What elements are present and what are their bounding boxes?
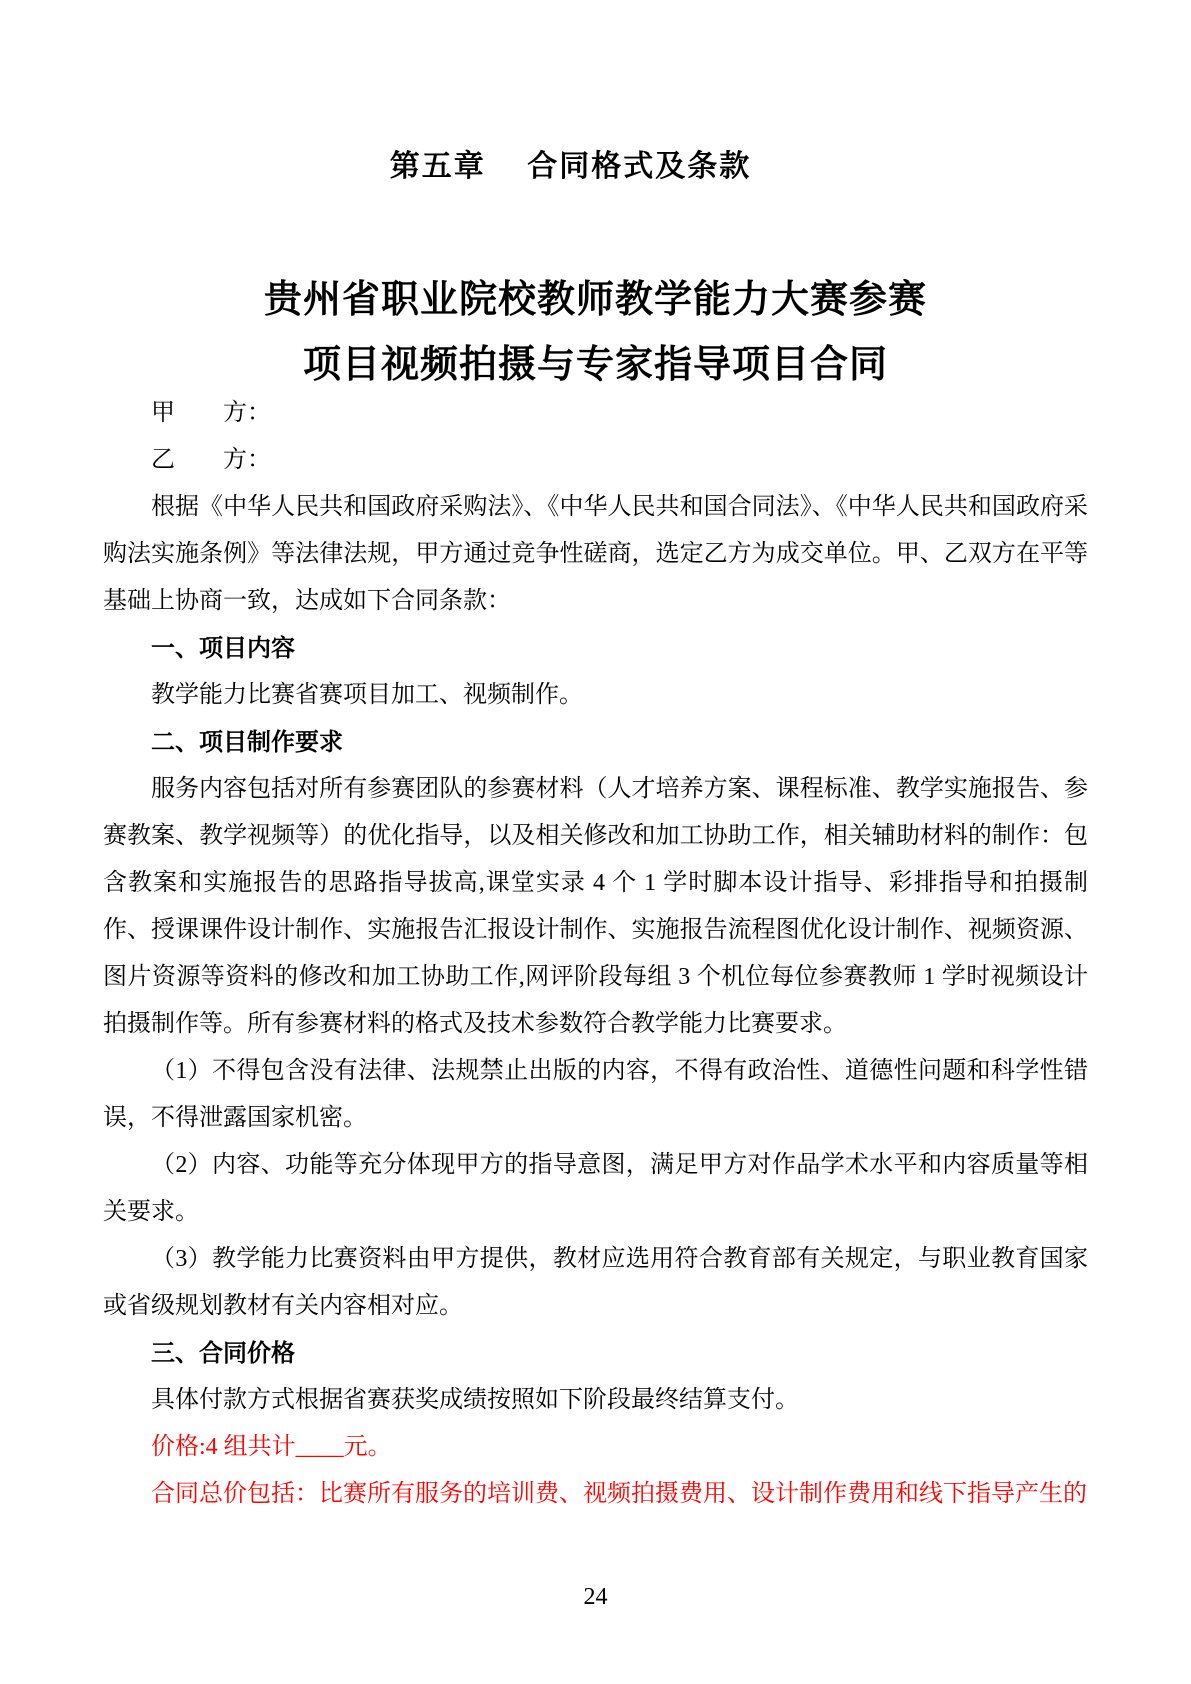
contract-title-line2: 项目视频拍摄与专家指导项目合同 — [302, 344, 888, 386]
price-prefix: 价格:4 组共计 — [151, 1434, 296, 1460]
section-2-item-3: （3）教学能力比赛资料由甲方提供，教材应选用符合教育部有关规定，与职业教育国家或省级规划教材有关内容相对应。 — [103, 1246, 1088, 1319]
page-number: 24 — [583, 1584, 608, 1610]
price-line — [103, 1424, 1088, 1471]
contract-body — [103, 390, 1088, 1518]
contract-title — [0, 268, 1191, 398]
section-3-heading: 三、合同价格 — [151, 1340, 295, 1367]
section-3-text: 具体付款方式根据省赛获奖成绩按照如下阶段最终结算支付。 — [151, 1387, 799, 1413]
section-2-item-2: （2）内容、功能等充分体现甲方的指导意图，满足甲方对作品学术水平和内容质量等相关要求。 — [103, 1152, 1088, 1225]
price-blank-field: ____ — [295, 1434, 344, 1460]
section-1-heading: 一、项目内容 — [151, 635, 295, 662]
section-2-heading: 二、项目制作要求 — [151, 729, 343, 756]
party-a-line: 甲 方： — [151, 400, 271, 426]
chapter-heading: 第五章 合同格式及条款 — [389, 150, 752, 183]
contract-title-line1: 贵州省职业院校教师教学能力大赛参赛 — [263, 279, 927, 321]
total-price-note: 合同总价包括：比赛所有服务的培训费、视频拍摄费用、设计制作费用和线下指导产生的 — [151, 1481, 1087, 1507]
section-2-text: 服务内容包括对所有参赛团队的参赛材料（人才培养方案、课程标准、教学实施报告、参赛教案、教学视频等）的优化指导，以及相关修改和加工协助工作，相关辅助材料的制作：包含教案和实施报告的思路指导拔高,课堂实录 4 个 1 学时脚本设计指导、彩排指导和拍摄制作、授课课件设计制作、实施报告汇报设计制作、实施报告流程图优化设计制作、视频资源、图片资源等资料的修改和加工协助工作,网评阶段每组 3 个机位每位参赛教师 1 学时视频设计拍摄制作等。所有参赛材料的格式及技术参数符合教学能力比赛要求。 — [103, 776, 1088, 1037]
section-1-text: 教学能力比赛省赛项目加工、视频制作。 — [151, 682, 583, 708]
section-2-item-1: （1）不得包含没有法律、法规禁止出版的内容，不得有政治性、道德性问题和科学性错误，不得泄露国家机密。 — [103, 1058, 1088, 1131]
intro-paragraph: 根据《中华人民共和国政府采购法》、《中华人民共和国合同法》、《中华人民共和国政府采购法实施条例》等法律法规，甲方通过竞争性磋商，选定乙方为成交单位。甲、乙双方在平等基础上协商一致，达成如下合同条款： — [103, 494, 1088, 614]
price-suffix: 元。 — [343, 1434, 392, 1460]
party-b-line: 乙 方： — [151, 447, 271, 473]
